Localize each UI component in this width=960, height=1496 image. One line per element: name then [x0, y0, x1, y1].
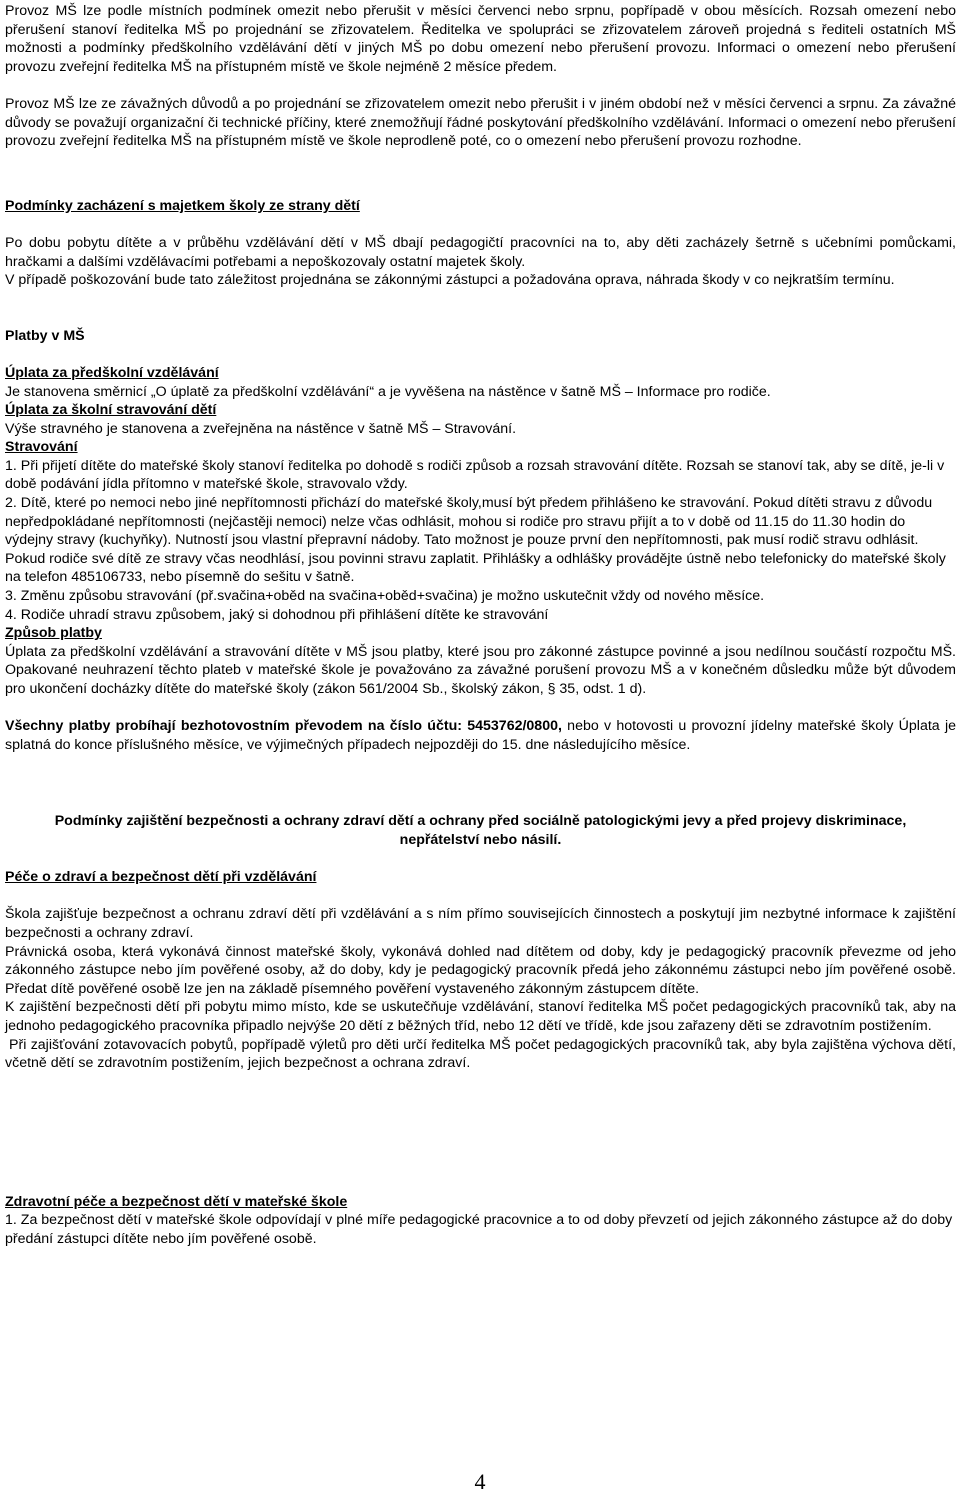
- paragraph-meal-fee: Výše stravného je stanovena a zveřejněna na nástěnce v šatně MŠ – Stravování.: [5, 420, 517, 437]
- heading-safety: Podmínky zajištění bezpečnosti a ochrany zdraví dětí a ochrany před sociálně patologickými jevy a před projevy diskriminace, nepřátelství nebo násilí.: [54, 813, 907, 848]
- bank-account-rest: nebo v hotovosti u provozní jídelny mateřské školy Úplata je splatná do konce příslušného měsíce, ve výjimečných případech nejpozději do 15. dne následujícího měsíce.: [5, 718, 956, 753]
- paragraph-health-1: Škola zajišťuje bezpečnost a ochranu zdraví dětí při vzdělávání a s ním přímo souvisejících činnostech a poskytují jim nezbytné informace k zajištění bezpečnosti a ochrany zdraví.: [5, 906, 956, 941]
- paragraph-property-damage: V případě poškozování bude tato záležitost projednána se zákonnými zástupci a požadována oprava, náhrada škody v co nejkratším termínu.: [5, 272, 895, 289]
- page-number: 4: [474, 1469, 486, 1494]
- paragraph-meals-2: 2. Dítě, které po nemoci nebo jiné nepřítomnosti přichází do mateřské školy,musí být předem přihlášeno ke stravování. Pokud dítěti stravu z důvodu nepředpokládané nepřítomnosti (nejčastěji nemoci) nelze včas odhlásit, mohou si rodiče pro stravu přijít a to v době od 11.15 do 11.30 hodin do výdejny stravy (kuchyňky). Nutností jsou vlastní přepravní nádoby. Tato možnost je pouze první den nepřítomnosti, pak musí rodič stravu odhlásit. Pokud rodiče své dítě ze stravy včas neodhlásí, jsou povinni stravu zaplatit. Přihlášky a odhlášky provádějte ústně nebo telefonicky do mateřské školy na telefon 485106733, nebo písemně do sešitu v šatně.: [5, 495, 946, 586]
- paragraph-kindergarten-safety-1: 1. Za bezpečnost dětí v mateřské škole odpovídají v plné míře pedagogické pracovnice a to od doby převzetí od jejich zákonného zástupce až do doby předání zástupci dítěte nebo jím pověřené osobě.: [5, 1212, 953, 1247]
- paragraph-closure-other: Provoz MŠ lze ze závažných důvodů a po projednání se zřizovatelem omezit nebo přerušit i v jiném období než v měsíci červenci a srpnu. Za závažné důvody se považují organizační či technické příčiny, které znemožňují řádné poskytování předškolního vzdělávání. Informaci o omezení nebo přerušení provozu zveřejní ředitelka MŠ na přístupném místě ve škole neprodleně poté, co o omezení nebo přerušení provozu rozhodne.: [5, 95, 956, 150]
- paragraph-property-care: Po dobu pobytu dítěte a v průběhu vzdělávání dětí v MŠ dbají pedagogičtí pracovníci na to, aby děti zacházely šetrně s učebními pomůckami, hračkami a dalšími vzdělávacími potřebami a nepoškozovaly ostatní majetek školy.: [5, 234, 956, 270]
- paragraph-meals-3: 3. Změnu způsobu stravování (př.svačina+oběd na svačina+oběd+svačina) je možno uskutečnit vždy od nového měsíce.: [5, 588, 765, 605]
- paragraph-closure-summer: Provoz MŠ lze podle místních podmínek omezit nebo přerušit v měsíci červenci nebo srpnu, popřípadě v obou měsících. Rozsah omezení nebo přerušení stanoví ředitelka MŠ po projednání se zřizovatelem. Ředitelka ve spolupráci se zřizovatelem zároveň projedná s řediteli ostatních MŠ možnosti a podmínky předškolního vzdělávání dětí v jiných MŠ po dobu omezení nebo přerušení provozu. Informaci o omezení nebo přerušení provozu zveřejní ředitelka MŠ na přístupném místě ve škole nejméně 2 měsíce předem.: [5, 3, 956, 75]
- paragraph-health-4: Při zajišťování zotavovacích pobytů, popřípadě výletů pro děti určí ředitelka MŠ počet pedagogických pracovníků tak, aby byla zajištěna výchova dětí, včetně dětí se zdravotním postižením, jejich bezpečnost a ochrana zdraví.: [5, 1036, 956, 1072]
- paragraph-tuition: Je stanovena směrnicí „O úplatě za předškolní vzdělávání“ a je vyvěšena na nástěnce v šatně MŠ – Informace pro rodiče.: [5, 383, 771, 400]
- bank-account-bold: Všechny platby probíhají bezhotovostním převodem na číslo účtu: 5453762/0800,: [5, 718, 562, 735]
- paragraph-meals-1: 1. Při přijetí dítěte do mateřské školy stanoví ředitelka po dohodě s rodiči způsob a rozsah stravování dítěte. Rozsah se stanoví tak, aby se dítě, je-li v době podávání jídla přítomno v mateřské škole, stravovalo vždy.: [5, 457, 945, 493]
- paragraph-bank-account: [5, 717, 956, 754]
- heading-meal-fee: Úplata za školní stravování dětí: [5, 402, 217, 419]
- heading-health-safety-kindergarten: Zdravotní péče a bezpečnost dětí v mateřské škole: [5, 1193, 348, 1210]
- heading-tuition: Úplata za předškolní vzdělávání: [5, 364, 219, 381]
- heading-payments: Platby v MŠ: [5, 327, 85, 344]
- paragraph-health-3: K zajištění bezpečnosti dětí při pobytu mimo místo, kde se uskutečňuje vzdělávání, stanoví ředitelka MŠ počet pedagogických pracovníků tak, aby na jednoho pedagogického pracovníka připadlo nejvýše 20 dětí z běžných tříd, nebo 12 dětí ve třídě, kde jsou zařazeny děti se zdravotním postižením.: [5, 999, 956, 1034]
- paragraph-payment-method: Úplata za předškolní vzdělávání a stravování dítěte v MŠ jsou platby, které jsou pro zákonné zástupce povinné a jsou nedílnou součástí rozpočtu MŠ. Opakované neuhrazení těchto plateb v mateřské škole je považováno za závažné porušení provozu MŠ a v konečném důsledku může být důvodem pro ukončení docházky dítěte do mateřské školy (zákon 561/2004 Sb., školský zákon, § 35, odst. 1 d).: [5, 643, 956, 697]
- paragraph-meals-4: 4. Rodiče uhradí stravu způsobem, jaký si dohodnou při přihlášení dítěte ke stravování: [5, 606, 549, 623]
- heading-meals: Stravování: [5, 439, 78, 456]
- document-page: [5, 2, 956, 1248]
- heading-property: Podmínky zacházení s majetkem školy ze strany dětí: [5, 197, 360, 214]
- heading-health-care: Péče o zdraví a bezpečnost dětí při vzdělávání: [5, 869, 317, 886]
- paragraph-health-2: Právnická osoba, která vykonává činnost mateřské školy, vykonává dohled nad dítětem od doby, kdy je pedagogický pracovník převezme od jeho zákonného zástupce nebo jím pověřené osoby, až do doby, kdy je pedagogický pracovník předá jeho zákonnému zástupci nebo jím pověřené osobě. Předat dítě pověřené osobě lze jen na základě písemného pověření vystaveného zákonným zástupcem dítěte.: [5, 943, 956, 997]
- heading-payment-method: Způsob platby: [5, 625, 102, 642]
